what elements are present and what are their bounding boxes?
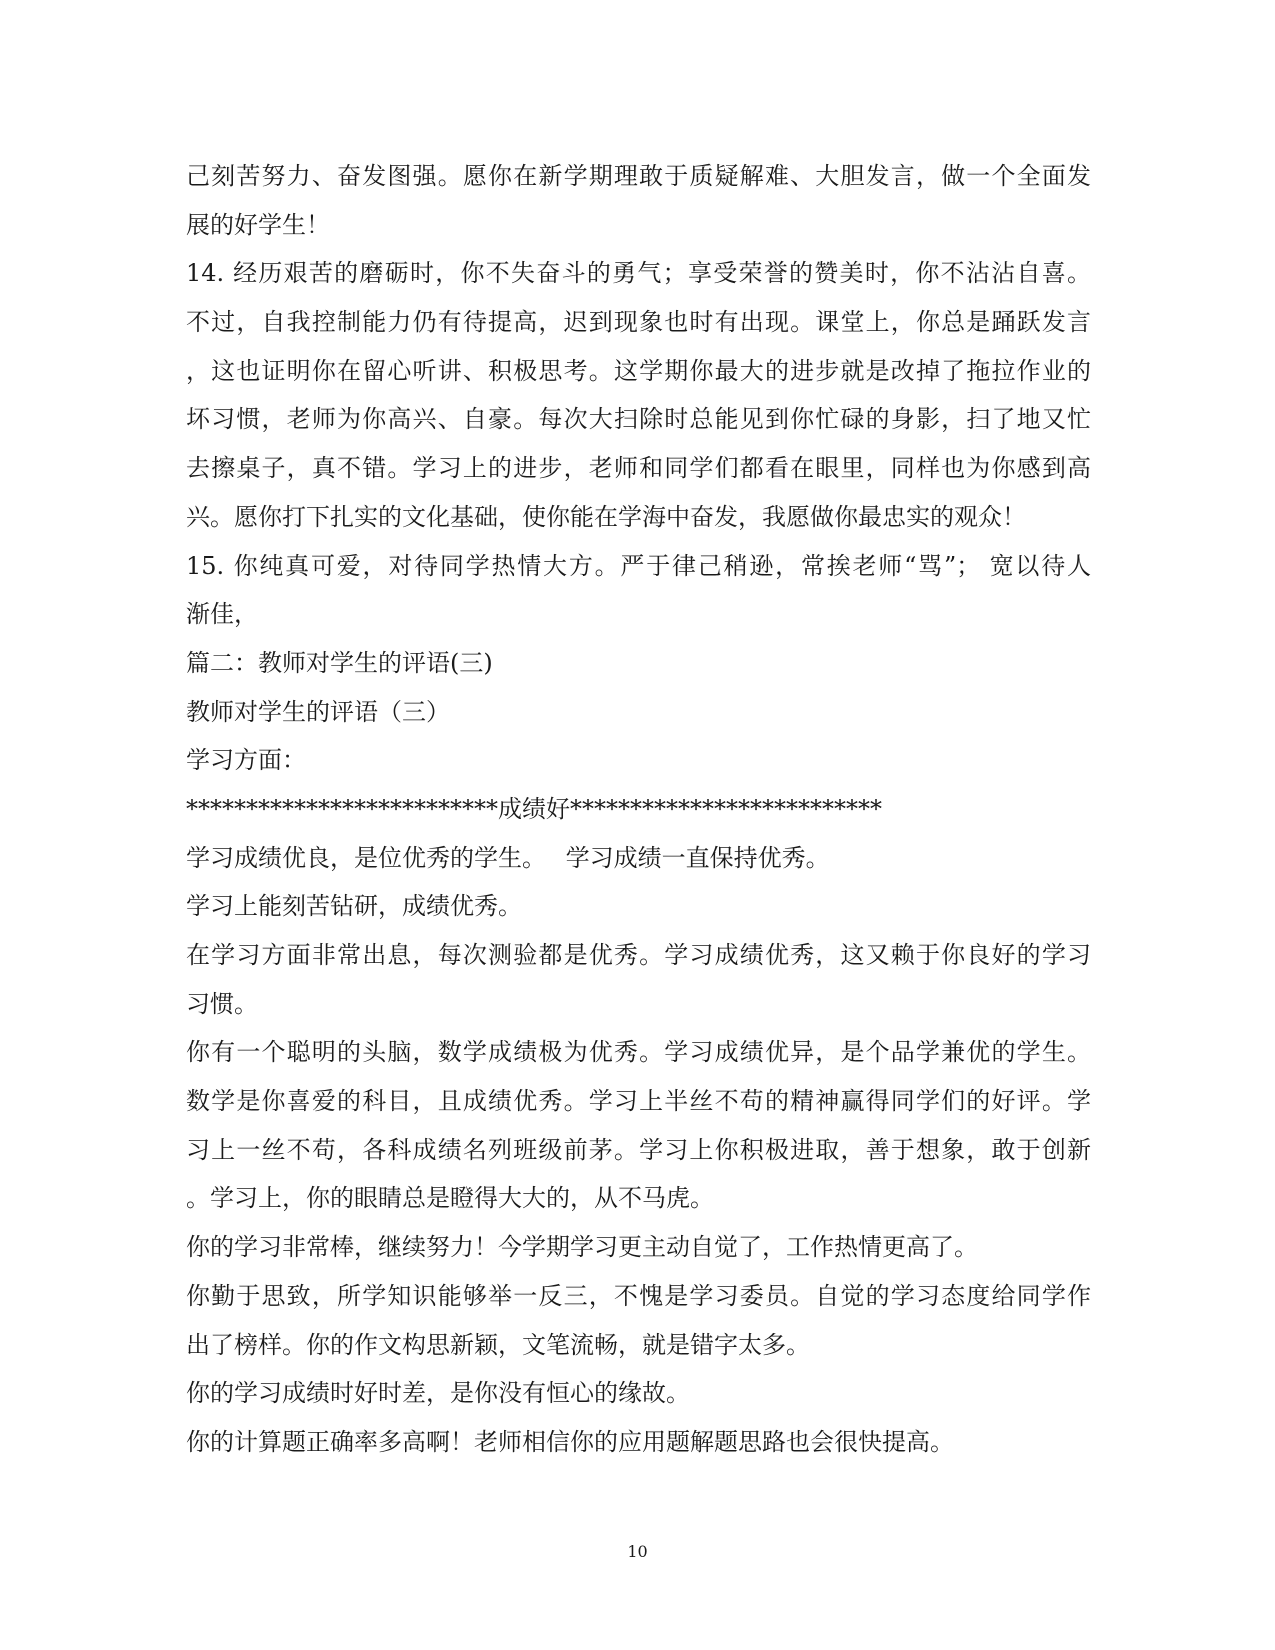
text-line: 展的好学生！ <box>186 210 330 239</box>
text-line: 学习成绩优良，是位优秀的学生。 学习成绩一直保持优秀。 <box>186 843 830 872</box>
text-line: 你有一个聪明的头脑，数学成绩极为优秀。学习成绩优异，是个品学兼优的学生。 <box>186 1038 1091 1067</box>
text-line: 教师对学生的评语（三） <box>186 697 450 726</box>
page-body <box>186 152 1091 1467</box>
text-line: 。学习上，你的眼睛总是瞪得大大的，从不马虎。 <box>186 1184 714 1213</box>
text-line: **************************成绩好************************** <box>186 794 882 823</box>
text-line: 你勤于思致，所学知识能够举一反三，不愧是学习委员。自觉的学习态度给同学作 <box>186 1281 1091 1310</box>
page-number: 10 <box>627 1542 648 1561</box>
text-line: 渐佳， <box>186 600 258 629</box>
text-line: 不过，自我控制能力仍有待提高，迟到现象也时有出现。课堂上，你总是踊跃发言 <box>186 308 1091 337</box>
text-line: 数学是你喜爱的科目，且成绩优秀。学习上半丝不苟的精神赢得同学们的好评。学 <box>186 1087 1091 1116</box>
text-line: 你的计算题正确率多高啊！老师相信你的应用题解题思路也会很快提高。 <box>186 1427 954 1456</box>
text-line: 在学习方面非常出息，每次测验都是优秀。学习成绩优秀，这又赖于你良好的学习 <box>186 941 1091 969</box>
text-line: 15. 你纯真可爱，对待同学热情大方。严于律己稍逊，常挨老师“骂”； 宽以待人 <box>186 551 1091 580</box>
text-line: 14. 经历艰苦的磨砺时，你不失奋斗的勇气；享受荣誉的赞美时，你不沾沾自喜。 <box>186 259 1091 288</box>
text-line: 兴。愿你打下扎实的文化基础，使你能在学海中奋发，我愿做你最忠实的观众！ <box>186 502 1026 531</box>
text-line: 学习方面： <box>186 746 306 775</box>
text-line: 习上一丝不苟，各科成绩名列班级前茅。学习上你积极进取，善于想象，敢于创新 <box>186 1135 1091 1164</box>
text-line: 你的学习成绩时好时差，是你没有恒心的缘故。 <box>186 1379 690 1408</box>
text-line: 坏习惯，老师为你高兴、自豪。每次大扫除时总能见到你忙碌的身影，扫了地又忙 <box>186 405 1091 434</box>
text-line: 去擦桌子，真不错。学习上的进步，老师和同学们都看在眼里，同样也为你感到高 <box>186 454 1091 483</box>
text-line: 你的学习非常棒，继续努力！今学期学习更主动自觉了，工作热情更高了。 <box>186 1233 978 1262</box>
text-line: 习惯。 <box>186 989 258 1018</box>
text-line: 学习上能刻苦钻研，成绩优秀。 <box>186 892 522 921</box>
text-line: 出了榜样。你的作文构思新颖，文笔流畅，就是错字太多。 <box>186 1330 810 1359</box>
text-line: 己刻苦努力、奋发图强。愿你在新学期理敢于质疑解难、大胆发言，做一个全面发 <box>186 162 1091 190</box>
text-line: 篇二：教师对学生的评语(三) <box>186 648 493 677</box>
text-line: ，这也证明你在留心听讲、积极思考。这学期你最大的进步就是改掉了拖拉作业的 <box>186 356 1091 385</box>
